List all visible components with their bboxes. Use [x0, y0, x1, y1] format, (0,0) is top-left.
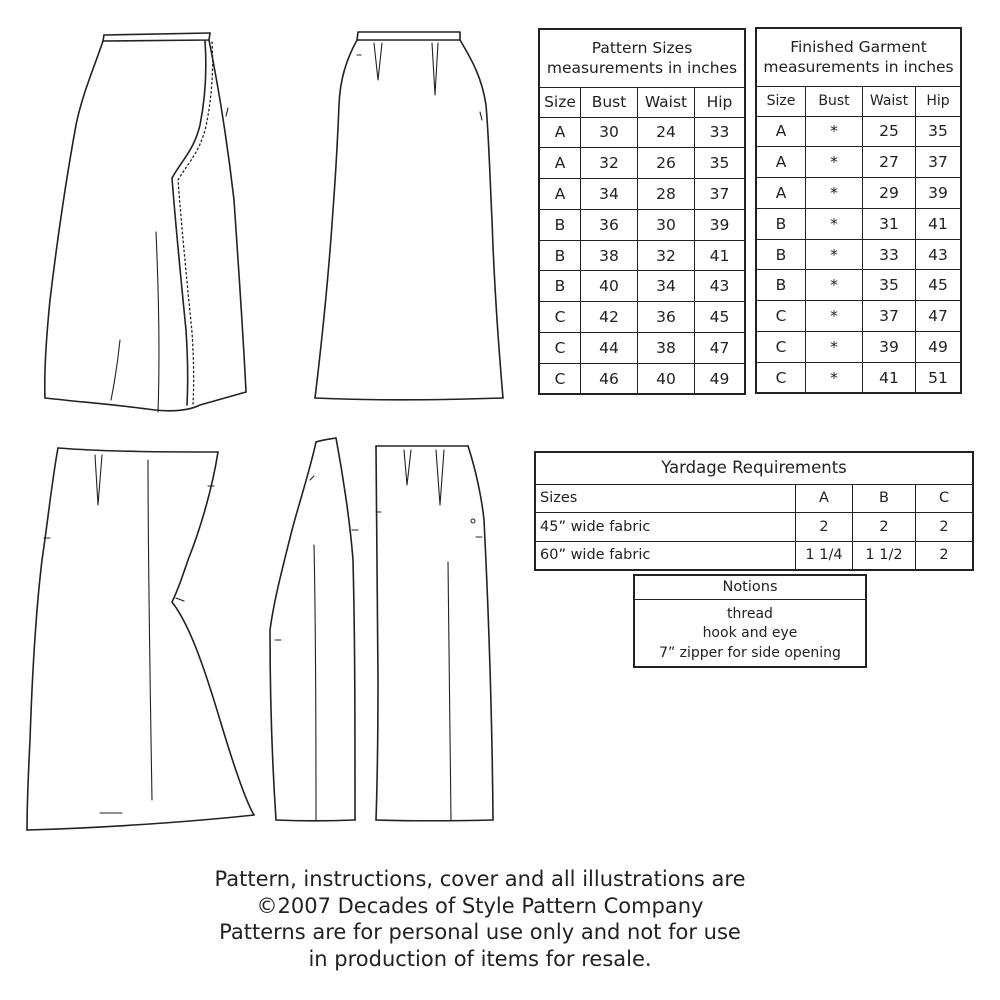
hip-cell: 43: [695, 271, 746, 302]
bust-cell: *: [806, 270, 863, 301]
yardage-cell: 1 1/4: [796, 541, 853, 570]
yardage-cell: 2: [796, 513, 853, 542]
size-cell: C: [756, 301, 806, 332]
notions-list: [634, 599, 866, 667]
size-cell: C: [756, 332, 806, 363]
yardage-requirements-table: [534, 451, 974, 571]
table-row: [539, 302, 745, 333]
table-row: [539, 179, 745, 210]
waist-cell: 26: [638, 148, 695, 179]
table-row: [539, 209, 745, 240]
table-row: [539, 148, 745, 179]
list-item: hook and eye: [702, 625, 798, 641]
pattern-sizes-table: [538, 28, 746, 395]
waist-cell: 41: [863, 362, 916, 393]
size-cell: C: [539, 302, 581, 333]
bust-cell: 44: [581, 333, 638, 364]
front-pattern-piece: [27, 448, 254, 830]
skirt-front-view: [45, 33, 246, 412]
bust-cell: *: [806, 208, 863, 239]
bust-cell: *: [806, 178, 863, 209]
hip-cell: 43: [916, 239, 962, 270]
yardage-cell: 2: [916, 513, 974, 542]
waist-cell: 27: [863, 147, 916, 178]
table-row: [756, 332, 961, 363]
waist-cell: 37: [863, 301, 916, 332]
waist-cell: 35: [863, 270, 916, 301]
bust-cell: 30: [581, 117, 638, 148]
size-cell: B: [539, 240, 581, 271]
finished-garment-table: [755, 27, 962, 394]
list-item: thread: [727, 605, 773, 622]
column-header-size: Size: [756, 86, 806, 116]
size-cell: A: [756, 147, 806, 178]
hip-cell: 37: [695, 179, 746, 210]
bust-cell: *: [806, 332, 863, 363]
footer-line: ©2007 Decades of Style Pattern Company: [256, 893, 704, 918]
notions-title: Notions: [634, 575, 866, 599]
yardage-title: Yardage Requirements: [535, 452, 973, 484]
bust-cell: *: [806, 116, 863, 147]
hip-cell: 39: [695, 209, 746, 240]
fabric-width-label: 45” wide fabric: [535, 513, 796, 542]
waist-cell: 40: [638, 363, 695, 394]
table-row: [539, 240, 745, 271]
table-row: [535, 541, 973, 570]
waist-cell: 39: [863, 332, 916, 363]
column-header-waist: Waist: [638, 87, 695, 117]
size-cell: C: [539, 333, 581, 364]
table-row: [756, 208, 961, 239]
table-row: [539, 363, 745, 394]
table-row: [756, 178, 961, 209]
hip-cell: 41: [916, 208, 962, 239]
column-header-hip: Hip: [695, 87, 746, 117]
bust-cell: *: [806, 147, 863, 178]
size-c-header: C: [916, 484, 974, 513]
size-cell: B: [539, 271, 581, 302]
footer-line: Pattern, instructions, cover and all illustrations are: [214, 867, 746, 891]
hip-cell: 37: [916, 147, 962, 178]
table-row: [539, 271, 745, 302]
hip-cell: 35: [916, 116, 962, 147]
bust-cell: *: [806, 362, 863, 393]
hip-cell: 39: [916, 178, 962, 209]
yardage-cell: 2: [853, 513, 916, 542]
hip-cell: 35: [695, 148, 746, 179]
column-header-size: Size: [539, 87, 581, 117]
size-cell: A: [539, 117, 581, 148]
notions-box: [633, 574, 867, 668]
sizes-row: [535, 484, 973, 513]
hip-cell: 47: [695, 333, 746, 364]
list-item: 7” zipper for side opening: [659, 644, 841, 661]
bust-cell: 38: [581, 240, 638, 271]
size-a-header: A: [796, 484, 853, 513]
pattern-sizes-title: [539, 29, 745, 87]
bust-cell: *: [806, 239, 863, 270]
bust-cell: *: [806, 301, 863, 332]
waist-cell: 32: [638, 240, 695, 271]
size-cell: C: [539, 363, 581, 394]
table-row: [756, 147, 961, 178]
hip-cell: 51: [916, 362, 962, 393]
table-row: [535, 513, 973, 542]
pattern-sizes-title-line2: measurements in inches: [546, 59, 738, 78]
table-row: [756, 362, 961, 393]
fabric-width-label: 60” wide fabric: [535, 541, 796, 570]
hip-cell: 45: [916, 270, 962, 301]
waist-cell: 24: [638, 117, 695, 148]
size-cell: A: [539, 179, 581, 210]
size-cell: B: [756, 208, 806, 239]
waist-cell: 34: [638, 271, 695, 302]
size-cell: B: [756, 270, 806, 301]
column-header-hip: Hip: [916, 86, 962, 116]
bust-cell: 32: [581, 148, 638, 179]
yardage-cell: 1 1/2: [853, 541, 916, 570]
hip-cell: 41: [695, 240, 746, 271]
footer-line: Patterns are for personal use only and not for use: [219, 920, 741, 944]
waist-cell: 30: [638, 209, 695, 240]
waist-cell: 28: [638, 179, 695, 210]
bust-cell: 42: [581, 302, 638, 333]
finished-garment-title-line2: measurements in inches: [763, 58, 954, 77]
finished-garment-title: [756, 28, 961, 86]
skirt-back-view: [315, 32, 503, 400]
yardage-cell: 2: [916, 541, 974, 570]
pattern-sizes-title-line1: Pattern Sizes: [591, 39, 693, 58]
hip-cell: 49: [916, 332, 962, 363]
copyright-footer: [130, 866, 830, 972]
waist-cell: 31: [863, 208, 916, 239]
footer-line: in production of items for resale.: [308, 946, 652, 971]
waist-cell: 29: [863, 178, 916, 209]
bust-cell: 40: [581, 271, 638, 302]
side-front-pattern-piece: [270, 438, 358, 821]
table-row: [539, 333, 745, 364]
back-pattern-piece: [376, 446, 493, 821]
finished-garment-title-line1: Finished Garment: [790, 38, 927, 57]
table-row: [756, 270, 961, 301]
bust-cell: 46: [581, 363, 638, 394]
bust-cell: 34: [581, 179, 638, 210]
size-b-header: B: [853, 484, 916, 513]
table-row: [756, 301, 961, 332]
waist-cell: 25: [863, 116, 916, 147]
column-header-bust: Bust: [581, 87, 638, 117]
waist-cell: 33: [863, 239, 916, 270]
table-row: [539, 117, 745, 148]
size-cell: B: [539, 209, 581, 240]
column-header-waist: Waist: [863, 86, 916, 116]
bust-cell: 36: [581, 209, 638, 240]
hip-cell: 33: [695, 117, 746, 148]
waist-cell: 36: [638, 302, 695, 333]
size-cell: A: [756, 178, 806, 209]
hip-cell: 47: [916, 301, 962, 332]
size-cell: C: [756, 362, 806, 393]
size-cell: A: [756, 116, 806, 147]
sizes-label: Sizes: [535, 484, 796, 513]
column-header-bust: Bust: [806, 86, 863, 116]
table-row: [756, 116, 961, 147]
size-cell: B: [756, 239, 806, 270]
waist-cell: 38: [638, 333, 695, 364]
size-cell: A: [539, 148, 581, 179]
hip-cell: 49: [695, 363, 746, 394]
table-row: [756, 239, 961, 270]
hip-cell: 45: [695, 302, 746, 333]
